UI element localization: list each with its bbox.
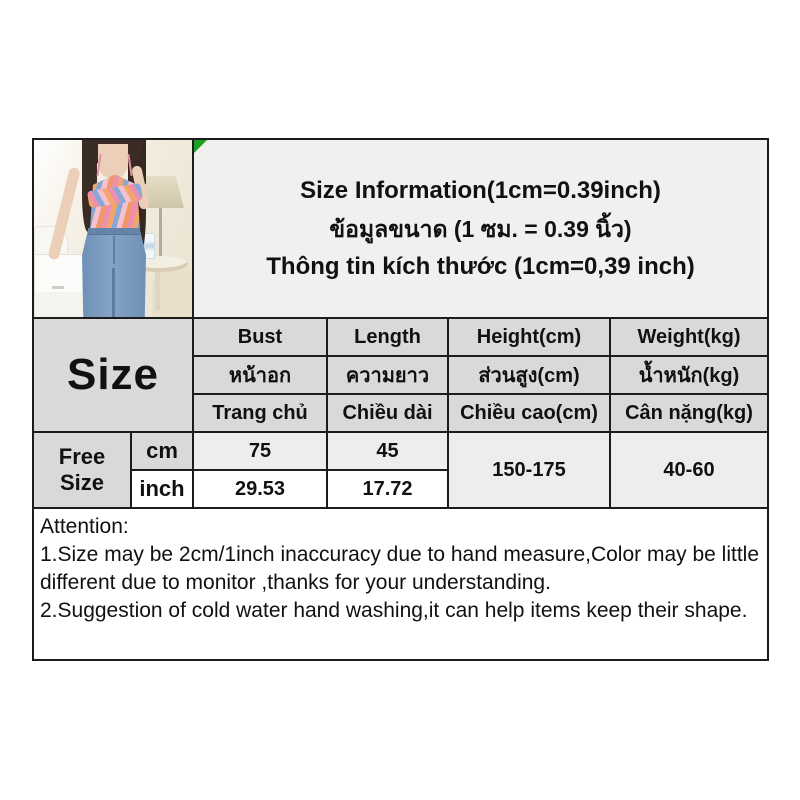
column-header-height-th: ส่วนสูง(cm) — [448, 356, 610, 394]
length-inch-value: 17.72 — [327, 470, 448, 508]
product-photo-scene — [34, 140, 192, 317]
length-cm-value: 45 — [327, 432, 448, 470]
column-header-bust-en: Bust — [193, 318, 327, 356]
bust-inch-value: 29.53 — [193, 470, 327, 508]
column-header-weight-th: น้ำหนัก(kg) — [610, 356, 768, 394]
model-neck — [98, 144, 128, 178]
jeans-leg-shadow — [112, 268, 115, 318]
unit-inch-cell: inch — [131, 470, 193, 508]
green-corner-marker — [194, 140, 207, 153]
size-information-header — [193, 139, 768, 318]
column-header-weight-vi: Cân nặng(kg) — [610, 394, 768, 432]
column-header-height-vi: Chiều cao(cm) — [448, 394, 610, 432]
jeans-waistband — [88, 228, 140, 235]
size-info-title-vi: Thông tin kích thước (1cm=0,39 inch) — [266, 252, 695, 280]
side-table-leg — [155, 268, 160, 310]
column-header-length-en: Length — [327, 318, 448, 356]
column-header-length-vi: Chiều dài — [327, 394, 448, 432]
jeans-seam — [113, 236, 115, 264]
column-header-height-en: Height(cm) — [448, 318, 610, 356]
size-info-title-en: Size Information(1cm=0.39inch) — [300, 176, 661, 204]
row-label-free-size: Free Size — [33, 432, 131, 508]
size-info-title-th: ข้อมูลขนาด (1 ซม. = 0.39 นิ้ว) — [329, 215, 632, 242]
column-header-weight-en: Weight(kg) — [610, 318, 768, 356]
size-table — [32, 138, 769, 661]
attention-text — [34, 509, 767, 625]
column-header-bust-vi: Trang chủ — [193, 394, 327, 432]
size-label-cell: Size — [33, 318, 193, 432]
height-range-value: 150-175 — [448, 432, 610, 508]
attention-title: Attention: — [40, 515, 129, 538]
product-photo — [33, 139, 193, 318]
weight-range-value: 40-60 — [610, 432, 768, 508]
column-header-bust-th: หน้าอก — [193, 356, 327, 394]
lamp-pole — [159, 208, 162, 260]
attention-note-1: 1.Size may be 2cm/1inch inaccuracy due to hand measure,Color may be little different due to monitor ,thanks for your understanding. — [40, 543, 760, 594]
attention-section — [33, 508, 768, 660]
unit-cm-cell: cm — [131, 432, 193, 470]
bust-cm-value: 75 — [193, 432, 327, 470]
column-header-length-th: ความยาว — [327, 356, 448, 394]
attention-note-2: 2.Suggestion of cold water hand washing,it can help items keep their shape. — [40, 599, 748, 622]
cabinet-handle — [52, 286, 64, 289]
